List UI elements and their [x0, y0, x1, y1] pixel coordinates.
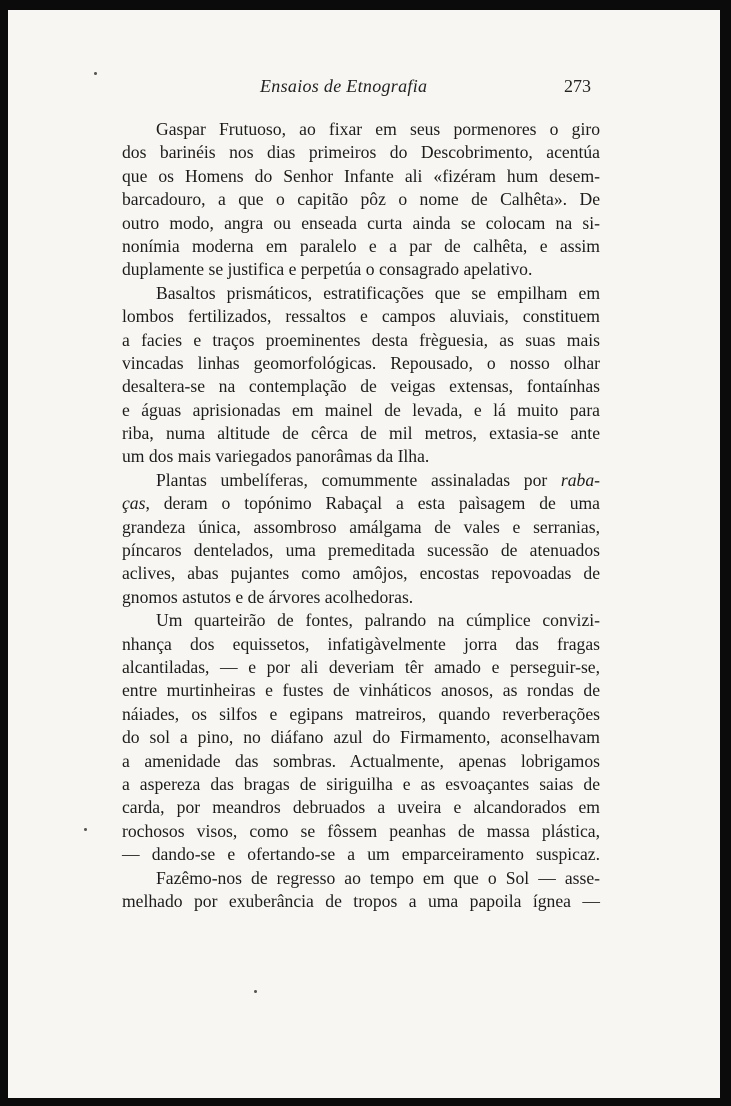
text-fragment: , deram o topónimo Rabaçal a esta paìsagem de uma: [145, 493, 600, 514]
text-line: riba, numa altitude de cêrca de mil metros, extasia-se ante: [122, 423, 600, 444]
text-fragment: Plantas umbelíferas, comummente assinaladas por: [156, 469, 561, 490]
text-line: a facies e traços proeminentes desta frèguesia, as suas mais: [122, 329, 600, 350]
text-line: alcantiladas, — e por ali deveriam têr amado e perseguir-se,: [122, 656, 600, 677]
text-line: nonímia moderna em paralelo e a par de calhêta, e assim: [122, 235, 600, 256]
text-line: aclives, abas pujantes como amôjos, encostas repovoadas de: [122, 563, 600, 584]
book-page: [8, 10, 720, 1098]
text-line: Basaltos prismáticos, estratificações que se empilham em: [156, 282, 600, 303]
text-line: — dando-se e ofertando-se a um emparceiramento suspicaz.: [122, 844, 600, 865]
page-header: [8, 76, 720, 102]
text-line: desaltera-se na contemplação de veigas extensas, fontaínhas: [122, 376, 600, 397]
scan-speck: [84, 828, 87, 831]
scan-speck: [94, 72, 97, 75]
scan-speck: [254, 990, 257, 993]
text-line: Fazêmo-nos de regresso ao tempo em que o Sol — asse-: [156, 867, 600, 888]
text-line: rochosos visos, como se fôssem peanhas de massa plástica,: [122, 820, 600, 841]
paragraph-2: [122, 282, 600, 469]
paragraph-4: [122, 609, 600, 866]
paragraph-1: [122, 118, 600, 282]
text-line: carda, por meandros debruados a uveira e alcandorados em: [122, 797, 600, 818]
running-title: Ensaios de Etnografia: [260, 76, 428, 96]
text-line: do sol a pino, no diáfano azul do Firmamento, aconselhavam: [122, 727, 600, 748]
text-line-cas: [122, 492, 600, 515]
text-line: náiades, os silfos e egipans matreiros, quando reverberações: [122, 703, 600, 724]
text-line: Um quarteirão de fontes, palrando na cúmplice convizi-: [156, 610, 600, 631]
italic-word: raba-: [560, 469, 600, 490]
italic-word: ças: [122, 493, 146, 514]
text-line: lombos fertilizados, ressaltos e campos aluviais, constituem: [122, 306, 600, 327]
text-line: a amenidade das sombras. Actualmente, apenas lobrigamos: [122, 750, 600, 771]
text-line: gnomos astutos e de árvores acolhedoras.: [122, 586, 414, 607]
text-line: vincadas linhas geomorfológicas. Repousado, o nosso olhar: [122, 352, 600, 373]
page-number: 273: [564, 76, 591, 96]
paragraph-3: [122, 469, 600, 609]
text-line: píncaros dentelados, uma premeditada sucessão de atenuados: [122, 540, 600, 561]
text-line: a aspereza das bragas de siriguilha e as esvoaçantes saias de: [122, 773, 600, 794]
text-line: dos barinéis nos dias primeiros do Descobrimento, acentúa: [122, 142, 600, 163]
text-line: e águas aprisionadas em mainel de levada, e lá muito para: [122, 399, 600, 420]
text-line: um dos mais variegados panorâmas da Ilha.: [122, 446, 430, 467]
text-line: entre murtinheiras e fustes de vinháticos anosos, as rondas de: [122, 680, 600, 701]
text-line: duplamente se justifica e perpetúa o consagrado apelativo.: [122, 259, 533, 280]
text-line: que os Homens do Senhor Infante ali «fizéram hum desem-: [122, 165, 600, 186]
text-line-rabacas: [122, 469, 600, 492]
paragraph-5: [122, 867, 600, 914]
text-line: Gaspar Frutuoso, ao fixar em seus pormenores o giro: [156, 119, 600, 139]
text-line: grandeza única, assombroso amálgama de vales e serranias,: [122, 516, 600, 537]
text-line: outro modo, angra ou enseada curta ainda se colocam na si-: [122, 212, 600, 233]
body-text: [122, 118, 600, 913]
text-line: melhado por exuberância de tropos a uma papoila ígnea —: [122, 890, 600, 911]
text-line: nhança dos equissetos, infatigàvelmente jorra das fragas: [122, 633, 600, 654]
text-line: barcadouro, a que o capitão pôz o nome de Calhêta». De: [122, 189, 600, 210]
